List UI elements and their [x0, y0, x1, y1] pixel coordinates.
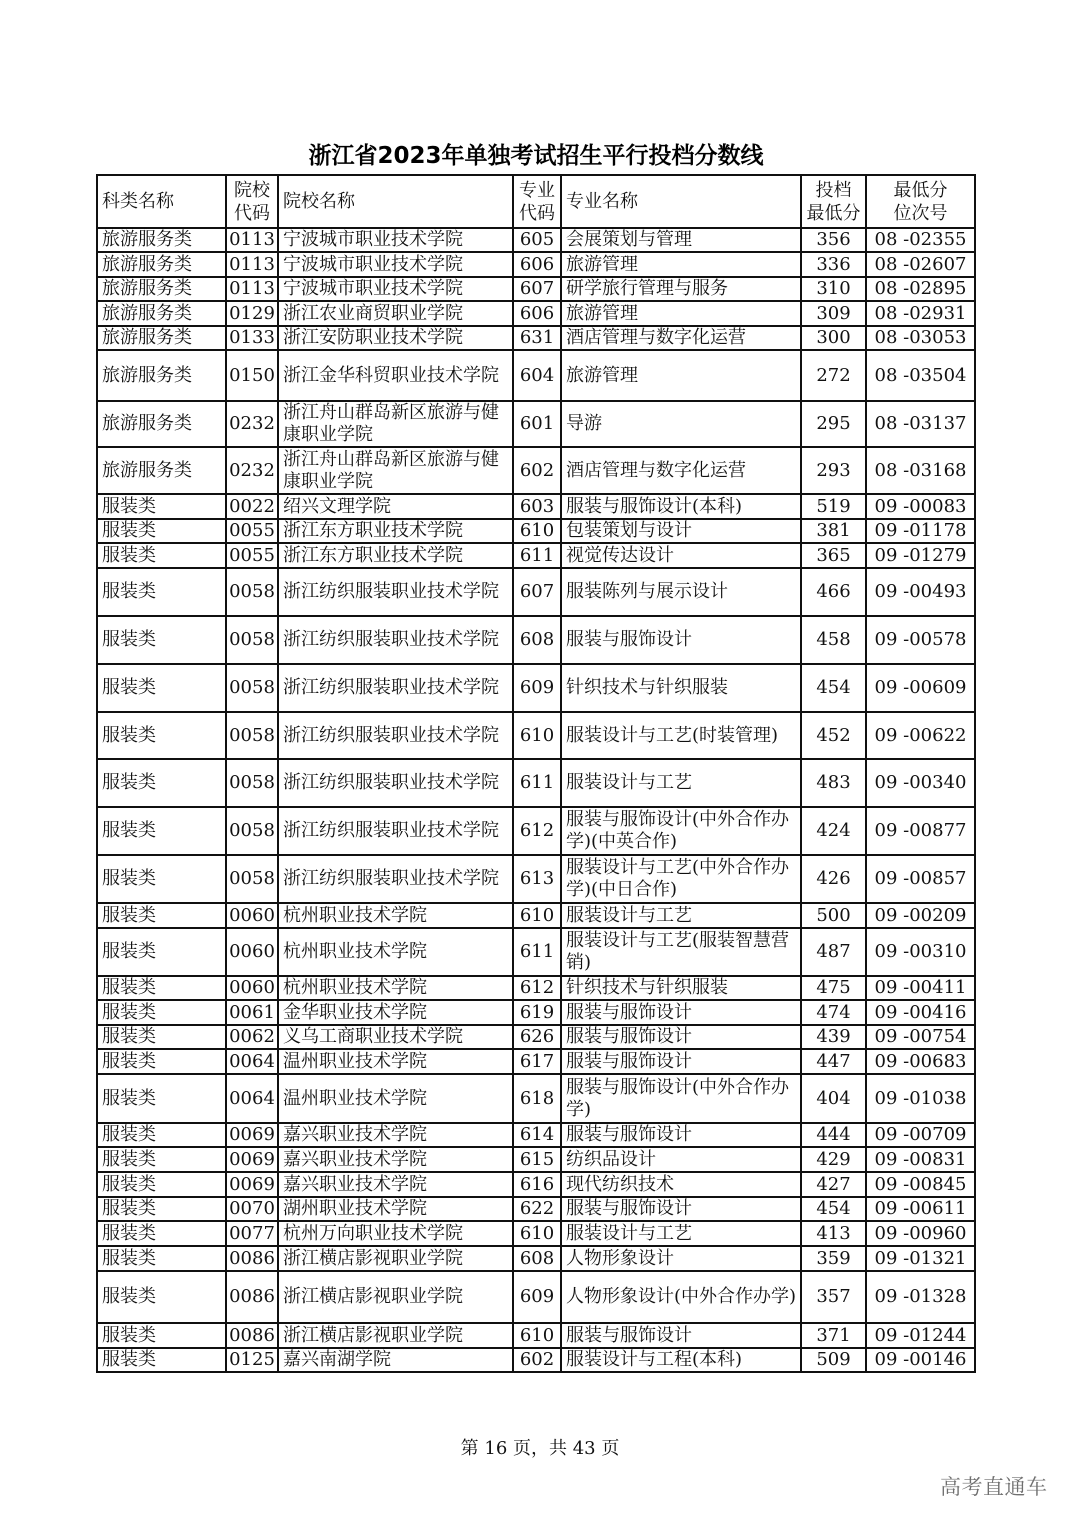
cell-school-name: 嘉兴职业技术学院: [278, 1123, 513, 1147]
cell-min-score: 483: [801, 759, 866, 807]
cell-major-code: 604: [513, 350, 561, 401]
cell-school-code: 0064: [226, 1074, 278, 1123]
cell-min-rank: 09 -00754: [866, 1025, 975, 1049]
cell-school-code: 0058: [226, 664, 278, 712]
cell-major-code: 610: [513, 712, 561, 759]
table-row: [97, 664, 975, 712]
cell-school-code: 0232: [226, 401, 278, 447]
cell-min-rank: 09 -00310: [866, 928, 975, 976]
cell-school-name: 嘉兴南湖学院: [278, 1348, 513, 1372]
cell-school-code: 0077: [226, 1221, 278, 1246]
cell-min-rank: 09 -00146: [866, 1348, 975, 1372]
cell-school-code: 0069: [226, 1123, 278, 1147]
cell-school-name: 杭州职业技术学院: [278, 928, 513, 976]
cell-min-score: 426: [801, 855, 866, 903]
cell-min-score: 466: [801, 568, 866, 616]
cell-min-rank: 09 -01038: [866, 1074, 975, 1123]
cell-major-code: 612: [513, 807, 561, 855]
table-row: [97, 712, 975, 759]
cell-category: 旅游服务类: [97, 277, 226, 301]
cell-min-score: 359: [801, 1246, 866, 1271]
table-row: [97, 976, 975, 1000]
cell-min-score: 454: [801, 1197, 866, 1221]
cell-category: 服装类: [97, 712, 226, 759]
cell-major-name: 酒店管理与数字化运营: [561, 447, 801, 494]
cell-major-code: 607: [513, 568, 561, 616]
cell-min-score: 371: [801, 1323, 866, 1348]
cell-major-name: 视觉传达设计: [561, 543, 801, 568]
cell-school-name: 浙江横店影视职业学院: [278, 1323, 513, 1348]
cell-min-rank: 09 -00960: [866, 1221, 975, 1246]
cell-min-score: 295: [801, 401, 866, 447]
cell-major-name: 服装陈列与展示设计: [561, 568, 801, 616]
cell-category: 旅游服务类: [97, 447, 226, 494]
cell-school-code: 0060: [226, 928, 278, 976]
cell-major-name: 服装与服饰设计: [561, 616, 801, 664]
cell-major-name: 纺织品设计: [561, 1147, 801, 1172]
cell-min-score: 300: [801, 326, 866, 350]
cell-school-name: 浙江横店影视职业学院: [278, 1271, 513, 1323]
header-line: 院校: [234, 179, 270, 201]
cell-school-name: 浙江东方职业技术学院: [278, 519, 513, 543]
cell-major-code: 603: [513, 494, 561, 519]
header-row: [97, 175, 975, 228]
cell-min-rank: 09 -01328: [866, 1271, 975, 1323]
cell-major-name: 会展策划与管理: [561, 228, 801, 252]
cell-min-rank: 09 -01178: [866, 519, 975, 543]
cell-major-code: 611: [513, 759, 561, 807]
cell-school-code: 0113: [226, 228, 278, 252]
cell-major-name: 服装设计与工艺(时装管理): [561, 712, 801, 759]
header-line: 院校名称: [283, 191, 355, 212]
cell-category: 服装类: [97, 903, 226, 928]
cell-major-name: 服装与服饰设计(中外合作办学): [561, 1074, 801, 1123]
table-row: [97, 855, 975, 903]
cell-school-name: 温州职业技术学院: [278, 1074, 513, 1123]
cell-major-name: 服装设计与工艺: [561, 903, 801, 928]
table-row: [97, 1172, 975, 1197]
cell-major-name: 服装与服饰设计: [561, 1025, 801, 1049]
cell-major-code: 615: [513, 1147, 561, 1172]
header-line: 代码: [234, 202, 270, 224]
table-row: [97, 616, 975, 664]
cell-school-name: 嘉兴职业技术学院: [278, 1172, 513, 1197]
cell-major-code: 610: [513, 1323, 561, 1348]
table-row: [97, 1147, 975, 1172]
table-row: [97, 447, 975, 494]
cell-min-rank: 08 -03137: [866, 401, 975, 447]
cell-category: 服装类: [97, 494, 226, 519]
cell-major-name: 服装与服饰设计(本科): [561, 494, 801, 519]
cell-major-name: 服装与服饰设计: [561, 1197, 801, 1221]
table-row: [97, 350, 975, 401]
cell-school-name: 浙江安防职业技术学院: [278, 326, 513, 350]
cell-school-name: 浙江农业商贸职业学院: [278, 301, 513, 326]
cell-school-code: 0133: [226, 326, 278, 350]
cell-major-code: 626: [513, 1025, 561, 1049]
cell-min-rank: 09 -00622: [866, 712, 975, 759]
cell-school-name: 绍兴文理学院: [278, 494, 513, 519]
table-row: [97, 326, 975, 350]
cell-min-rank: 09 -00493: [866, 568, 975, 616]
cell-min-rank: 09 -00877: [866, 807, 975, 855]
cell-major-name: 现代纺织技术: [561, 1172, 801, 1197]
table-body: [97, 228, 975, 1372]
cell-category: 服装类: [97, 759, 226, 807]
cell-min-score: 475: [801, 976, 866, 1000]
cell-category: 服装类: [97, 616, 226, 664]
table-row: [97, 519, 975, 543]
cell-major-code: 601: [513, 401, 561, 447]
cell-school-code: 0058: [226, 712, 278, 759]
table-row: [97, 1246, 975, 1271]
cell-min-rank: 09 -00578: [866, 616, 975, 664]
cell-category: 服装类: [97, 1123, 226, 1147]
cell-min-score: 427: [801, 1172, 866, 1197]
cell-min-rank: 09 -00845: [866, 1172, 975, 1197]
cell-category: 旅游服务类: [97, 301, 226, 326]
cell-min-score: 357: [801, 1271, 866, 1323]
cell-category: 服装类: [97, 1348, 226, 1372]
header-line: 投档: [815, 179, 852, 201]
cell-school-name: 浙江纺织服装职业技术学院: [278, 759, 513, 807]
cell-school-code: 0055: [226, 543, 278, 568]
cell-major-code: 606: [513, 301, 561, 326]
cell-category: 旅游服务类: [97, 252, 226, 277]
table-row: [97, 807, 975, 855]
cell-major-code: 608: [513, 616, 561, 664]
cell-min-score: 293: [801, 447, 866, 494]
header-line: 科类名称: [102, 191, 174, 212]
cell-min-rank: 09 -00340: [866, 759, 975, 807]
cell-major-code: 614: [513, 1123, 561, 1147]
cell-category: 服装类: [97, 928, 226, 976]
cell-major-name: 导游: [561, 401, 801, 447]
cell-category: 服装类: [97, 855, 226, 903]
cell-school-name: 浙江东方职业技术学院: [278, 543, 513, 568]
cell-school-code: 0062: [226, 1025, 278, 1049]
table-row: [97, 1221, 975, 1246]
cell-school-name: 浙江纺织服装职业技术学院: [278, 664, 513, 712]
table-row: [97, 1271, 975, 1323]
header-school-code: [226, 175, 278, 228]
cell-school-name: 义乌工商职业技术学院: [278, 1025, 513, 1049]
cell-school-code: 0058: [226, 855, 278, 903]
header-line: 位次号: [893, 202, 948, 224]
cell-category: 旅游服务类: [97, 401, 226, 447]
cell-major-name: 服装与服饰设计(中外合作办学)(中英合作): [561, 807, 801, 855]
table-row: [97, 928, 975, 976]
cell-major-code: 619: [513, 1000, 561, 1025]
cell-school-code: 0061: [226, 1000, 278, 1025]
cell-min-score: 474: [801, 1000, 866, 1025]
cell-school-name: 杭州职业技术学院: [278, 903, 513, 928]
cell-school-name: 杭州职业技术学院: [278, 976, 513, 1000]
cell-category: 旅游服务类: [97, 350, 226, 401]
cell-min-score: 429: [801, 1147, 866, 1172]
table-row: [97, 1074, 975, 1123]
cell-min-rank: 08 -02355: [866, 228, 975, 252]
cell-school-code: 0232: [226, 447, 278, 494]
cell-category: 服装类: [97, 976, 226, 1000]
table-row: [97, 1323, 975, 1348]
cell-school-name: 宁波城市职业技术学院: [278, 252, 513, 277]
cell-school-name: 浙江纺织服装职业技术学院: [278, 616, 513, 664]
cell-school-name: 温州职业技术学院: [278, 1049, 513, 1074]
header-line: 代码: [519, 202, 555, 224]
cell-major-name: 服装与服饰设计: [561, 1123, 801, 1147]
cell-category: 服装类: [97, 1049, 226, 1074]
cell-school-code: 0113: [226, 277, 278, 301]
header-school-name: [278, 175, 513, 228]
cell-major-name: 研学旅行管理与服务: [561, 277, 801, 301]
cell-school-name: 湖州职业技术学院: [278, 1197, 513, 1221]
cell-min-score: 310: [801, 277, 866, 301]
table-row: [97, 277, 975, 301]
cell-category: 服装类: [97, 519, 226, 543]
cell-min-rank: 09 -00609: [866, 664, 975, 712]
cell-min-score: 365: [801, 543, 866, 568]
cell-school-code: 0086: [226, 1271, 278, 1323]
cell-category: 服装类: [97, 568, 226, 616]
cell-min-score: 356: [801, 228, 866, 252]
cell-min-score: 454: [801, 664, 866, 712]
cell-school-code: 0069: [226, 1172, 278, 1197]
cell-min-score: 509: [801, 1348, 866, 1372]
cell-category: 服装类: [97, 807, 226, 855]
cell-min-score: 336: [801, 252, 866, 277]
cell-major-code: 611: [513, 928, 561, 976]
cell-category: 服装类: [97, 1074, 226, 1123]
cell-min-score: 444: [801, 1123, 866, 1147]
cell-major-name: 服装与服饰设计: [561, 1049, 801, 1074]
cell-category: 服装类: [97, 543, 226, 568]
page-number: 第 16 页，共 43 页: [460, 1438, 620, 1459]
cell-min-rank: 09 -00411: [866, 976, 975, 1000]
header-line: 专业: [519, 179, 555, 201]
cell-school-code: 0064: [226, 1049, 278, 1074]
cell-category: 服装类: [97, 1025, 226, 1049]
cell-major-name: 服装设计与工艺(服装智慧营销): [561, 928, 801, 976]
cell-major-code: 609: [513, 664, 561, 712]
cell-major-code: 605: [513, 228, 561, 252]
cell-min-score: 447: [801, 1049, 866, 1074]
cell-category: 服装类: [97, 1197, 226, 1221]
cell-category: 服装类: [97, 1323, 226, 1348]
header-line: 专业名称: [566, 191, 638, 212]
cell-major-name: 服装设计与工艺: [561, 759, 801, 807]
cell-min-rank: 08 -02607: [866, 252, 975, 277]
cell-school-code: 0086: [226, 1246, 278, 1271]
cell-category: 服装类: [97, 1147, 226, 1172]
cell-min-rank: 08 -03053: [866, 326, 975, 350]
cell-category: 服装类: [97, 664, 226, 712]
cell-min-rank: 09 -00209: [866, 903, 975, 928]
cell-major-code: 602: [513, 447, 561, 494]
cell-min-score: 500: [801, 903, 866, 928]
cell-major-code: 602: [513, 1348, 561, 1372]
cell-min-rank: 09 -00831: [866, 1147, 975, 1172]
cell-school-code: 0069: [226, 1147, 278, 1172]
cell-min-rank: 09 -00857: [866, 855, 975, 903]
header-major-name: [561, 175, 801, 228]
cell-school-name: 杭州万向职业技术学院: [278, 1221, 513, 1246]
cell-min-score: 424: [801, 807, 866, 855]
cell-school-name: 嘉兴职业技术学院: [278, 1147, 513, 1172]
header-category: [97, 175, 226, 228]
cell-school-name: 宁波城市职业技术学院: [278, 228, 513, 252]
cell-min-score: 452: [801, 712, 866, 759]
document-title: 浙江省2023年单独考试招生平行投档分数线: [308, 143, 764, 169]
cell-category: 服装类: [97, 1172, 226, 1197]
header-major-code: [513, 175, 561, 228]
cell-min-score: 458: [801, 616, 866, 664]
cell-major-code: 618: [513, 1074, 561, 1123]
cell-min-score: 519: [801, 494, 866, 519]
header-line: 最低分: [893, 179, 948, 201]
cell-school-code: 0058: [226, 759, 278, 807]
cell-school-name: 浙江纺织服装职业技术学院: [278, 855, 513, 903]
cell-major-name: 针织技术与针织服装: [561, 976, 801, 1000]
cell-major-name: 人物形象设计(中外合作办学): [561, 1271, 801, 1323]
header-min-rank: [866, 175, 975, 228]
cell-major-name: 服装设计与工艺(中外合作办学)(中日合作): [561, 855, 801, 903]
header-line: 最低分: [806, 202, 861, 224]
cell-category: 旅游服务类: [97, 228, 226, 252]
cell-school-code: 0129: [226, 301, 278, 326]
cell-min-score: 404: [801, 1074, 866, 1123]
cell-school-name: 浙江金华科贸职业技术学院: [278, 350, 513, 401]
cell-min-score: 309: [801, 301, 866, 326]
cell-min-score: 439: [801, 1025, 866, 1049]
cell-school-name: 浙江舟山群岛新区旅游与健康职业学院: [278, 401, 513, 447]
cell-min-rank: 09 -00709: [866, 1123, 975, 1147]
cell-school-code: 0022: [226, 494, 278, 519]
table-row: [97, 759, 975, 807]
cell-min-rank: 08 -03504: [866, 350, 975, 401]
cell-major-code: 622: [513, 1197, 561, 1221]
cell-major-code: 611: [513, 543, 561, 568]
cell-min-rank: 08 -02931: [866, 301, 975, 326]
table-row: [97, 1123, 975, 1147]
cell-major-name: 酒店管理与数字化运营: [561, 326, 801, 350]
cell-min-rank: 09 -01321: [866, 1246, 975, 1271]
cell-major-name: 服装设计与工艺: [561, 1221, 801, 1246]
cell-major-code: 613: [513, 855, 561, 903]
table-row: [97, 301, 975, 326]
table-row: [97, 1025, 975, 1049]
table-row: [97, 401, 975, 447]
cell-school-name: 浙江舟山群岛新区旅游与健康职业学院: [278, 447, 513, 494]
table-row: [97, 1197, 975, 1221]
cell-school-code: 0086: [226, 1323, 278, 1348]
cell-min-score: 413: [801, 1221, 866, 1246]
table-row: [97, 1000, 975, 1025]
watermark: 高考直通车: [940, 1475, 1048, 1499]
cell-min-score: 381: [801, 519, 866, 543]
table-row: [97, 568, 975, 616]
cell-category: 服装类: [97, 1221, 226, 1246]
cell-category: 服装类: [97, 1000, 226, 1025]
cell-major-name: 服装设计与工程(本科): [561, 1348, 801, 1372]
table-row: [97, 1348, 975, 1372]
cell-major-code: 606: [513, 252, 561, 277]
cell-min-rank: 09 -01279: [866, 543, 975, 568]
cell-school-code: 0150: [226, 350, 278, 401]
table-row: [97, 1049, 975, 1074]
cell-school-code: 0055: [226, 519, 278, 543]
cell-category: 服装类: [97, 1271, 226, 1323]
cell-major-name: 针织技术与针织服装: [561, 664, 801, 712]
cell-major-code: 617: [513, 1049, 561, 1074]
cell-min-rank: 08 -03168: [866, 447, 975, 494]
cell-category: 旅游服务类: [97, 326, 226, 350]
cell-major-name: 包装策划与设计: [561, 519, 801, 543]
cell-major-code: 608: [513, 1246, 561, 1271]
table-row: [97, 543, 975, 568]
cell-school-code: 0058: [226, 807, 278, 855]
cell-min-rank: 09 -00416: [866, 1000, 975, 1025]
cell-major-name: 服装与服饰设计: [561, 1000, 801, 1025]
cell-major-code: 631: [513, 326, 561, 350]
cell-major-code: 607: [513, 277, 561, 301]
admission-score-table: [96, 174, 976, 1373]
table-row: [97, 228, 975, 252]
table-row: [97, 494, 975, 519]
cell-min-rank: 09 -00083: [866, 494, 975, 519]
cell-major-name: 人物形象设计: [561, 1246, 801, 1271]
cell-school-code: 0113: [226, 252, 278, 277]
cell-major-name: 旅游管理: [561, 252, 801, 277]
cell-school-code: 0125: [226, 1348, 278, 1372]
cell-major-code: 612: [513, 976, 561, 1000]
cell-school-name: 金华职业技术学院: [278, 1000, 513, 1025]
table-row: [97, 252, 975, 277]
cell-min-rank: 09 -00683: [866, 1049, 975, 1074]
cell-school-name: 宁波城市职业技术学院: [278, 277, 513, 301]
cell-min-rank: 09 -01244: [866, 1323, 975, 1348]
cell-min-score: 487: [801, 928, 866, 976]
cell-category: 服装类: [97, 1246, 226, 1271]
cell-school-name: 浙江纺织服装职业技术学院: [278, 712, 513, 759]
header-min-score: [801, 175, 866, 228]
cell-major-name: 旅游管理: [561, 301, 801, 326]
cell-school-code: 0058: [226, 568, 278, 616]
cell-major-code: 610: [513, 519, 561, 543]
cell-major-code: 609: [513, 1271, 561, 1323]
cell-school-name: 浙江纺织服装职业技术学院: [278, 568, 513, 616]
cell-school-code: 0060: [226, 903, 278, 928]
cell-min-rank: 08 -02895: [866, 277, 975, 301]
cell-min-score: 272: [801, 350, 866, 401]
cell-min-rank: 09 -00611: [866, 1197, 975, 1221]
cell-major-code: 610: [513, 903, 561, 928]
cell-major-code: 616: [513, 1172, 561, 1197]
cell-school-code: 0060: [226, 976, 278, 1000]
cell-major-code: 610: [513, 1221, 561, 1246]
cell-school-code: 0070: [226, 1197, 278, 1221]
cell-school-name: 浙江横店影视职业学院: [278, 1246, 513, 1271]
table-row: [97, 903, 975, 928]
cell-major-name: 旅游管理: [561, 350, 801, 401]
cell-school-code: 0058: [226, 616, 278, 664]
cell-major-name: 服装与服饰设计: [561, 1323, 801, 1348]
cell-school-name: 浙江纺织服装职业技术学院: [278, 807, 513, 855]
